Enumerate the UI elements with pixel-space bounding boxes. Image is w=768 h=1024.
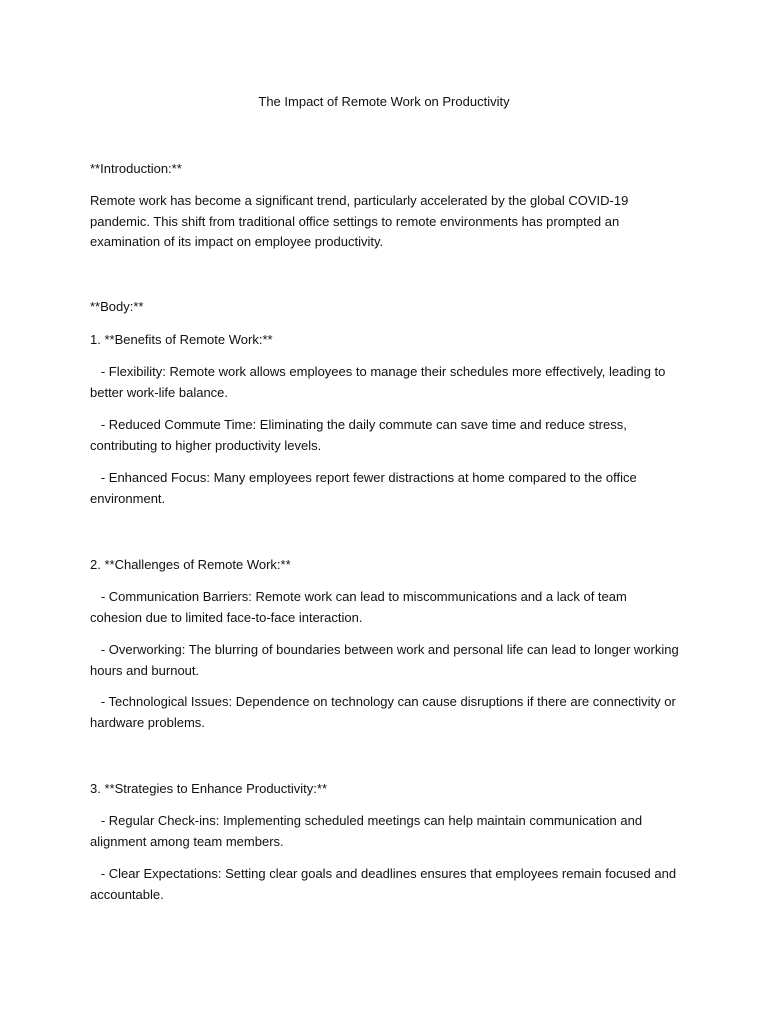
- section-heading-challenges: 2. **Challenges of Remote Work:**: [90, 557, 291, 572]
- introduction-paragraph: Remote work has become a significant trend, particularly accelerated by the global COVID-19 pandemic. This shift from traditional office settings to remote environments has prompted an examination of its impact on employee productivity.: [90, 193, 629, 249]
- list-item: - Overworking: The blurring of boundaries between work and personal life can lead to longer working hours and burnout.: [90, 642, 683, 678]
- body-heading: **Body:**: [90, 299, 144, 314]
- document-title: The Impact of Remote Work on Productivity: [258, 94, 510, 109]
- list-item: - Enhanced Focus: Many employees report fewer distractions at home compared to the office environment.: [90, 470, 641, 506]
- list-item: - Clear Expectations: Setting clear goals and deadlines ensures that employees remain focused and accountable.: [90, 866, 680, 902]
- list-item: - Communication Barriers: Remote work can lead to miscommunications and a lack of team cohesion due to limited face-to-face interaction.: [90, 589, 631, 625]
- list-item: - Technological Issues: Dependence on technology can cause disruptions if there are connectivity or hardware problems.: [90, 694, 680, 730]
- list-item: - Reduced Commute Time: Eliminating the daily commute can save time and reduce stress, contributing to higher productivity levels.: [90, 417, 631, 453]
- section-heading-benefits: 1. **Benefits of Remote Work:**: [90, 332, 273, 347]
- introduction-heading: **Introduction:**: [90, 161, 182, 176]
- list-item: - Regular Check-ins: Implementing scheduled meetings can help maintain communication and alignment among team members.: [90, 813, 646, 849]
- list-item: - Flexibility: Remote work allows employees to manage their schedules more effectively, leading to better work-life balance.: [90, 364, 670, 400]
- section-heading-strategies: 3. **Strategies to Enhance Productivity:**: [90, 781, 328, 796]
